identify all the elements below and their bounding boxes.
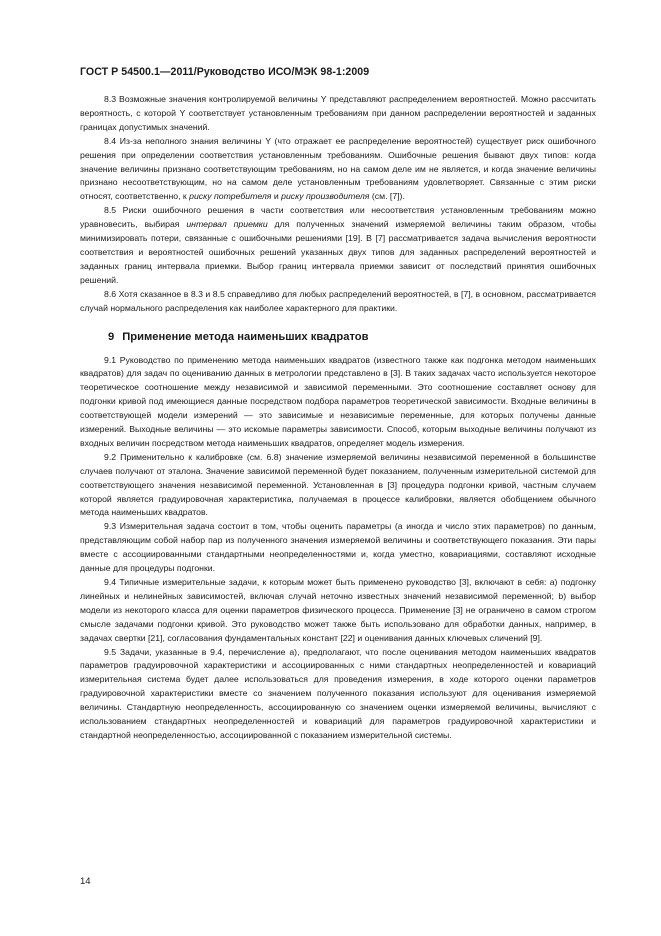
paragraph-8-4-text: 8.4 Из-за неполного знания величины Y (что отражает ее распределение вероятностей) существует риск ошибочного решения при определении соответствия установленным требованиям. Ошибочные решения бывают двух типов: когда значение величины признано соответствующим требованиям, но на самом деле им не является, и когда значение величины признано несоответствующим, но на самом деле установленным требованиям удовлетворяет. Связанные с этим риски относят, соответственно, к [80, 135, 596, 202]
paragraph-8-4-tail: (см. [7]). [369, 191, 405, 202]
paragraph-8-6: 8.6 Хотя сказанное в 8.3 и 8.5 справедливо для любых распределений вероятностей, в [7], в основном, рассматривается случай нормального распределения как наиболее характерного для практики. [80, 288, 596, 313]
section-number: 9 [108, 330, 115, 343]
document-body [80, 93, 596, 743]
section-heading [80, 330, 596, 344]
risk-producer-term: риску производителя [281, 191, 370, 202]
paragraph-9-2: 9.2 Применительно к калибровке (см. 6.8) значение измеряемой величины независимой переменной в большинстве случаев получают от эталона. Значение зависимой переменной будет показанием, полученным измерительной системой для соответствующего значения независимой переменной. Установленная в [3] процедура подгонки кривой, частным случаем которой является градуировочная характеристика, получаемая в процессе калибровки, является обобщением обычного метода наименьших квадратов. [80, 451, 596, 518]
paragraph-8-3: 8.3 Возможные значения контролируемой величины Y представляют распределением вероятностей. Можно рассчитать вероятность, с которой Y соответствует установленным требованиям при данном распределении вероятностей и заданных границах допустимых значений. [80, 94, 596, 132]
paragraph-9-4: 9.4 Типичные измерительные задачи, к которым может быть применено руководство [3], включают в себя: a) подгонку линейных и нелинейных зависимостей, включая случай неточно известных значений независимой переменной; b) выбор модели из некоторого класса для оценки параметров физического процесса. Применение [3] не ограничено в самом строгом смысле задачами подгонки кривой. Это руководство может также быть использовано для обработки данных, например, в задачах свертки [21], согласования фундаментальных констант [22] и оценивания данных ключевых сличений [9]. [80, 577, 596, 643]
paragraph-8-5-text: 8.5 Риски ошибочного решения в части соответствия или несоответствия установленным требованиям можно уравновесить, выбирая [80, 205, 596, 230]
page-number: 14 [80, 876, 91, 887]
paragraph-9-1: 9.1 Руководство по применению метода наименьших квадратов (известного также как подгонка методом наименьших квадратов) для задач по оцениванию данных в метрологии представлено в [3]. В таких задачах часто используется некоторое теоретическое соотношение между независимой и зависимой переменными. Это соотношение составляет основу для подгонки кривой под имеющиеся данные посредством подбора параметров теоретической зависимости. Входные величины в соответствующей модели измерений — это зависимые и независимые переменные, для которых получены данные измерений. Выходные величины — это искомые параметры зависимости. Способ, которым выходные величины получают из входных величин посредством метода наименьших квадратов, определяет модель измерения. [80, 354, 596, 448]
document-header: ГОСТ Р 54500.1—2011/Руководство ИСО/МЭК 98-1:2009 [80, 66, 370, 78]
section-title: Применение метода наименьших квадратов [122, 330, 369, 343]
paragraph-8-4 [80, 135, 596, 205]
paragraph-8-5-tail: для полученных значений измеряемой величины таким образом, чтобы минимизировать потери, связанные с ошибочными решениями [19]. В [7] рассматривается задача вычисления вероятности соответствия и вероятностей ошибочных решений указанных двух типов для заданных распределений вероятностей и заданных границ интервала приемки. Выбор границ интервала приемки зависит от последствий принятия ошибочных решений. [80, 219, 596, 285]
risk-consumer-term: риску потребителя [189, 191, 272, 202]
paragraph-8-5 [80, 204, 596, 287]
paragraph-9-5: 9.5 Задачи, указанные в 9.4, перечисление a), предполагают, что после оценивания методом наименьших квадратов параметров градуировочной характеристики и ассоциированных с ними стандартных неопределенностей и ковариаций измерительная система будет далее использоваться для проведения измерения, в ходе которого оценки параметров градуировочной характеристики вместе со значением полученного показания используют для оценивания измеряемой величины. Стандартную неопределенность, ассоциированную со значением оценки измеряемой величины, вычисляют с использованием стандартных неопределенностей и ковариаций для параметров градуировочной характеристики и стандартной неопределенностью, ассоциированной с показанием измерительной системы. [80, 646, 596, 740]
acceptance-interval-term: интервал приемки [186, 219, 268, 230]
conjunction: и [271, 191, 282, 202]
paragraph-9-3: 9.3 Измерительная задача состоит в том, чтобы оценить параметры (а иногда и число этих параметров) по данным, представляющим собой набор пар из полученного значения измеряемой величины и соответствующего показания. Эти пары вместе с ассоциированными стандартными неопределенностями и, когда уместно, ковариациями, составляют исходные данные для процедуры подгонки. [80, 521, 596, 574]
